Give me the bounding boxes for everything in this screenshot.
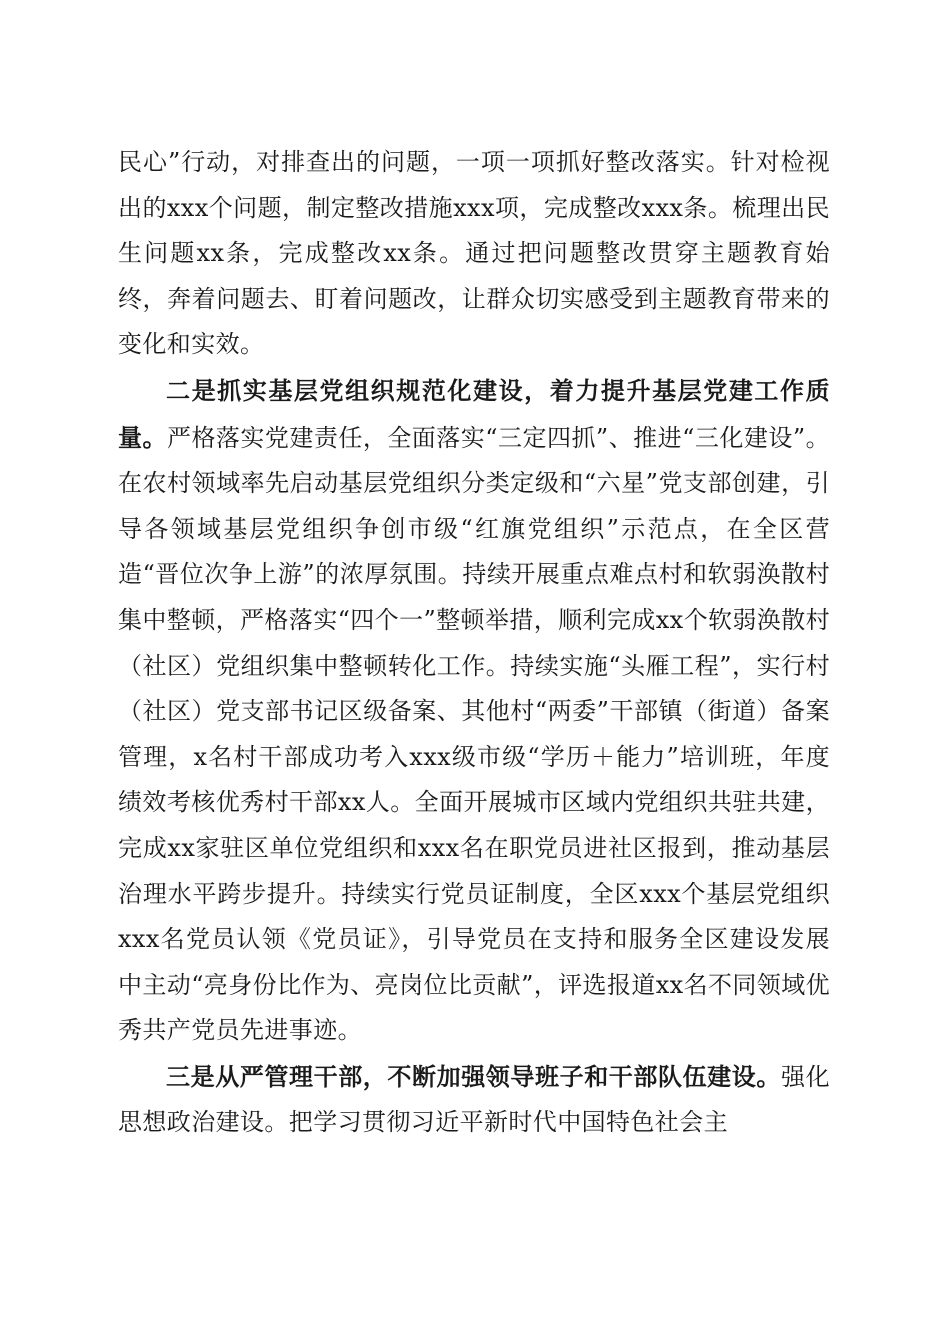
paragraph-1-text: 民心”行动，对排查出的问题，一项一项抓好整改落实。针对检视出的xxx个问题，制定整改措施xxx项，完成整改xxx条。梳理出民生问题xx条，完成整改xx条。通过把问题整改贯穿主题教育始终，奔着问题去、盯着问题改，让群众切实感受到主题教育带来的变化和实效。 xyxy=(118,148,830,359)
paragraph-3-lead: 三是从严管理干部，不断加强领导班子和干部队伍建设。 xyxy=(166,1061,781,1091)
document-body xyxy=(118,140,830,1146)
paragraph-3 xyxy=(118,1054,830,1146)
paragraph-2-text: 严格落实党建责任，全面落实“三定四抓”、推进“三化建设”。在农村领域率先启动基层党组织分类定级和“六星”党支部创建，引导各领域基层党组织争创市级“红旗党组织”示范点，在全区营造“晋位次争上游”的浓厚氛围。持续开展重点难点村和软弱涣散村集中整顿，严格落实“四个一”整顿举措，顺利完成xx个软弱涣散村（社区）党组织集中整顿转化工作。持续实施“头雁工程”，实行村（社区）党支部书记区级备案、其他村“两委”干部镇（街道）备案管理，x名村干部成功考入xxx级市级“学历＋能力”培训班，年度绩效考核优秀村干部xx人。全面开展城市区域内党组织共驻共建，完成xx家驻区单位党组织和xxx名在职党员进社区报到，推动基层治理水平跨步提升。持续实行党员证制度，全区xxx个基层党组织xxx名党员认领《党员证》，引导党员在支持和服务全区建设发展中主动“亮身份比作为、亮岗位比贡献”，评选报道xx名不同领域优秀共产党员先进事迹。 xyxy=(118,423,831,1045)
paragraph-1 xyxy=(118,140,830,368)
paragraph-3-text: 强化思想政治建设。把学习贯彻习近平新时代中国特色社会主 xyxy=(118,1062,830,1137)
paragraph-2 xyxy=(118,368,830,1054)
paragraph-2-lead: 二是抓实基层党组织规范化建设，着力提升基层党建工作质量。 xyxy=(118,375,830,452)
